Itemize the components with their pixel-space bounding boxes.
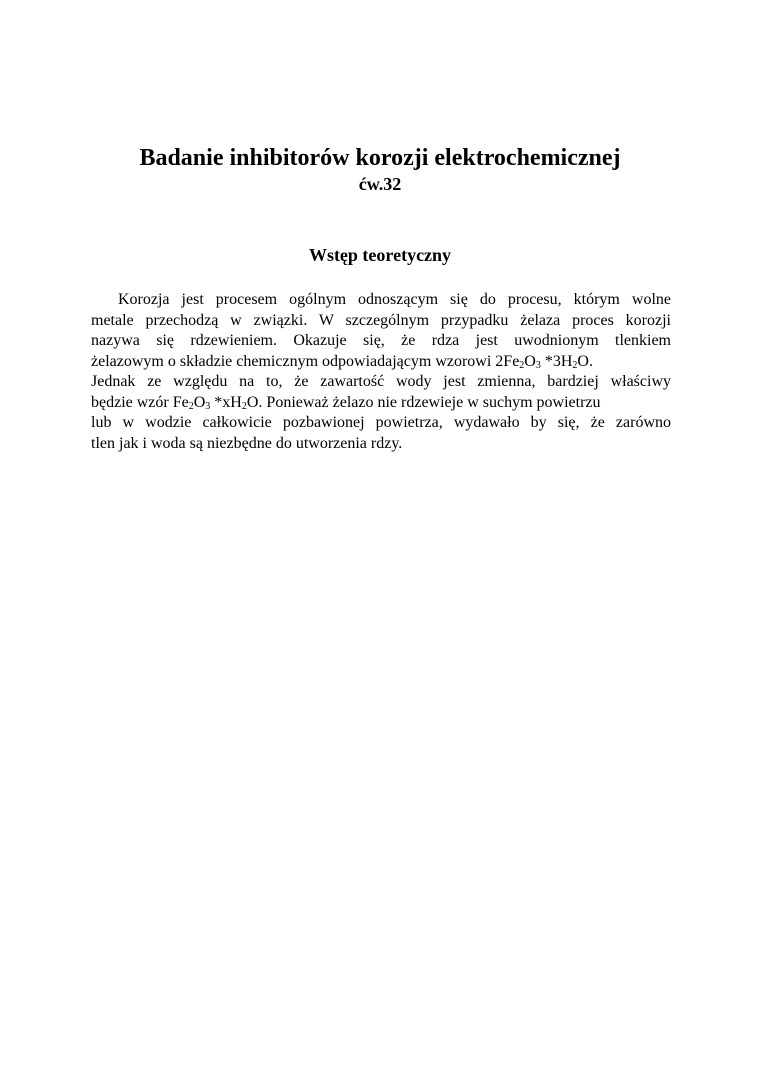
subscript: 3 xyxy=(205,400,211,412)
text-segment: O xyxy=(193,393,206,411)
text-segment: O. xyxy=(577,352,593,370)
document-title: Badanie inhibitorów korozji elektrochemicznej xyxy=(139,145,621,171)
text-segment: *3H xyxy=(540,352,573,370)
paragraph-line: metale przechodzą w związki. W szczególnym przypadku żelaza proces korozji xyxy=(91,311,671,329)
body-paragraph xyxy=(91,290,671,454)
paragraph-line: tlen jak i woda są niezbędne do utworzenia rdzy. xyxy=(91,434,403,452)
paragraph-line: Jednak ze względu na to, że zawartość wody jest zmienna, bardziej właściwy xyxy=(91,373,671,390)
text-segment: O xyxy=(524,352,536,370)
exercise-number: ćw.32 xyxy=(358,174,402,194)
paragraph-line xyxy=(91,352,671,373)
paragraph-line: Korozja jest procesem ogólnym odnoszącym się do procesu, którym wolne xyxy=(118,291,671,308)
paragraph-line: lub w wodzie całkowicie pozbawionej powietrza, wydawało by się, że zarówno xyxy=(91,414,671,431)
subscript: 2 xyxy=(241,400,247,412)
text-segment: O. Ponieważ żelazo nie rdzewieje w suchym powietrzu xyxy=(246,393,601,411)
subscript: 2 xyxy=(572,359,578,371)
paragraph-line: nazywa się rdzewieniem. Okazuje się, że rdza jest uwodnionym tlenkiem xyxy=(91,332,671,349)
subscript: 3 xyxy=(535,359,541,371)
text-segment: żelazowym o składzie chemicznym odpowiadającym wzorowi 2Fe xyxy=(91,352,520,370)
text-segment: będzie wzór Fe xyxy=(91,393,189,411)
subscript: 2 xyxy=(519,359,525,371)
paragraph-line xyxy=(91,393,671,414)
text-segment: *xH xyxy=(210,393,242,411)
section-heading: Wstęp teoretyczny xyxy=(308,245,452,265)
subscript: 2 xyxy=(188,400,194,412)
